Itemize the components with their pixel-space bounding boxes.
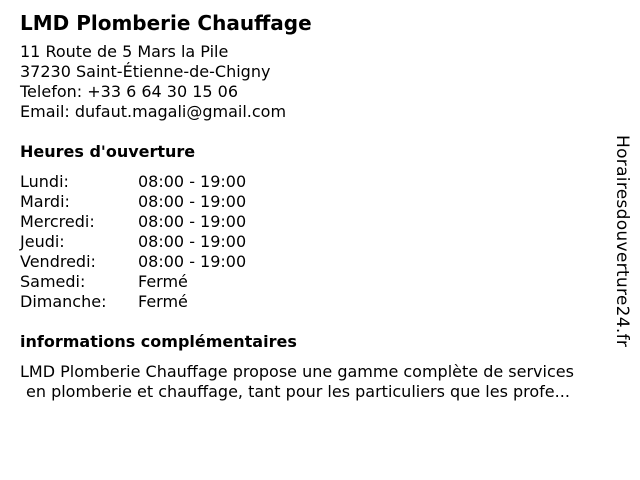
- hours-row-monday: [20, 172, 620, 192]
- day-hours: Fermé: [138, 272, 188, 291]
- day-hours: 08:00 - 19:00: [138, 212, 247, 231]
- address-line-2: 37230 Saint-Étienne-de-Chigny: [20, 62, 271, 81]
- business-name: LMD Plomberie Chauffage: [20, 11, 312, 35]
- day-label: Samedi:: [20, 272, 86, 291]
- hours-row-saturday: [20, 272, 620, 292]
- address-line-1: 11 Route de 5 Mars la Pile: [20, 42, 229, 61]
- info-heading: informations complémentaires: [20, 332, 297, 351]
- hours-row-thursday: [20, 232, 620, 252]
- hours-heading: Heures d'ouverture: [20, 142, 196, 161]
- hours-row-sunday: [20, 292, 620, 312]
- phone-text: Telefon: +33 6 64 30 15 06: [20, 82, 239, 101]
- day-hours: 08:00 - 19:00: [138, 252, 247, 271]
- day-hours: 08:00 - 19:00: [138, 172, 247, 191]
- day-label: Vendredi:: [20, 252, 96, 271]
- day-label: Mardi:: [20, 192, 70, 211]
- hours-table: [20, 172, 620, 312]
- day-label: Jeudi:: [20, 232, 65, 251]
- business-card: [20, 10, 620, 402]
- day-hours: 08:00 - 19:00: [138, 192, 247, 211]
- day-hours: Fermé: [138, 292, 188, 311]
- hours-row-friday: [20, 252, 620, 272]
- info-description: [20, 362, 620, 402]
- site-watermark: Horairesdouverture24.fr: [612, 135, 632, 348]
- hours-row-tuesday: [20, 192, 620, 212]
- info-line-2: en plomberie et chauffage, tant pour les particuliers que les profe...: [26, 382, 570, 401]
- email-text: Email: dufaut.magali@gmail.com: [20, 102, 287, 121]
- day-hours: 08:00 - 19:00: [138, 232, 247, 251]
- day-label: Lundi:: [20, 172, 69, 191]
- day-label: Mercredi:: [20, 212, 95, 231]
- info-line-1: LMD Plomberie Chauffage propose une gamme complète de services: [20, 362, 574, 381]
- hours-row-wednesday: [20, 212, 620, 232]
- day-label: Dimanche:: [20, 292, 107, 311]
